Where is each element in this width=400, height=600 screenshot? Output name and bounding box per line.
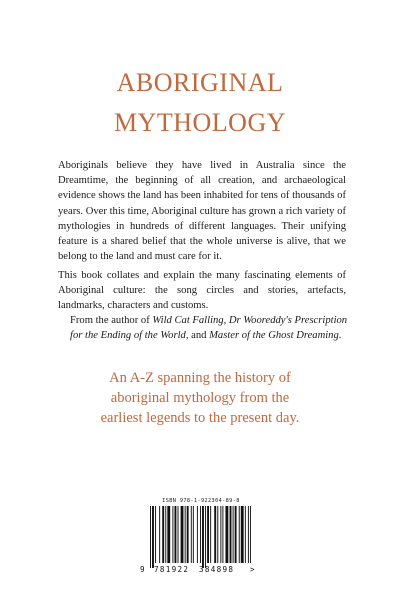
barcode-bars-icon [136, 506, 266, 568]
description-paragraph-1: Aboriginals believe they have lived in Australia since the Dreamtime, the beginning of all creation, and archaeological evidence shows the land has been inhabited for tens of thousands of years. Over this time, Aboriginal culture has grown a rich variety of mythologies in hundreds of different languages. Their unifying feature is a shared belief that the whole universe is alive, that we belong to the land and must care for it. [58, 160, 346, 263]
author-note [70, 313, 350, 343]
tagline-line-2: aboriginal mythology from the [110, 390, 290, 406]
author-book-2: Master of the Ghost Dreaming [209, 330, 339, 342]
isbn-barcode [136, 498, 266, 580]
author-book-1: Wild Cat Falling, Dr Wooreddy's Prescription for the Ending of the World [70, 315, 348, 342]
barcode-group-1: 781922 [154, 565, 190, 574]
tagline-line-3: earliest legends to the present day. [100, 410, 300, 426]
barcode-lead-digit: 9 [140, 565, 145, 574]
author-note-prefix: From the author of [70, 315, 153, 326]
author-note-joiner: , and [185, 330, 210, 342]
barcode-trailing-mark: > [250, 565, 255, 574]
barcode-group-2: 384898 [199, 565, 235, 574]
isbn-label: ISBN 978-1-922304-89-8 [162, 498, 240, 504]
tagline-line-1: An A-Z spanning the history of [109, 370, 291, 386]
description-paragraph-2: This book collates and explain the many fascinating elements of Aboriginal culture: the song circles and stories, artefacts, landmarks, characters and customs. [58, 270, 346, 312]
title-line-2: MYTHOLOGY [113, 108, 287, 137]
tagline [0, 368, 400, 428]
author-note-suffix: . [338, 330, 342, 342]
title-line-1: ABORIGINAL [116, 68, 284, 97]
